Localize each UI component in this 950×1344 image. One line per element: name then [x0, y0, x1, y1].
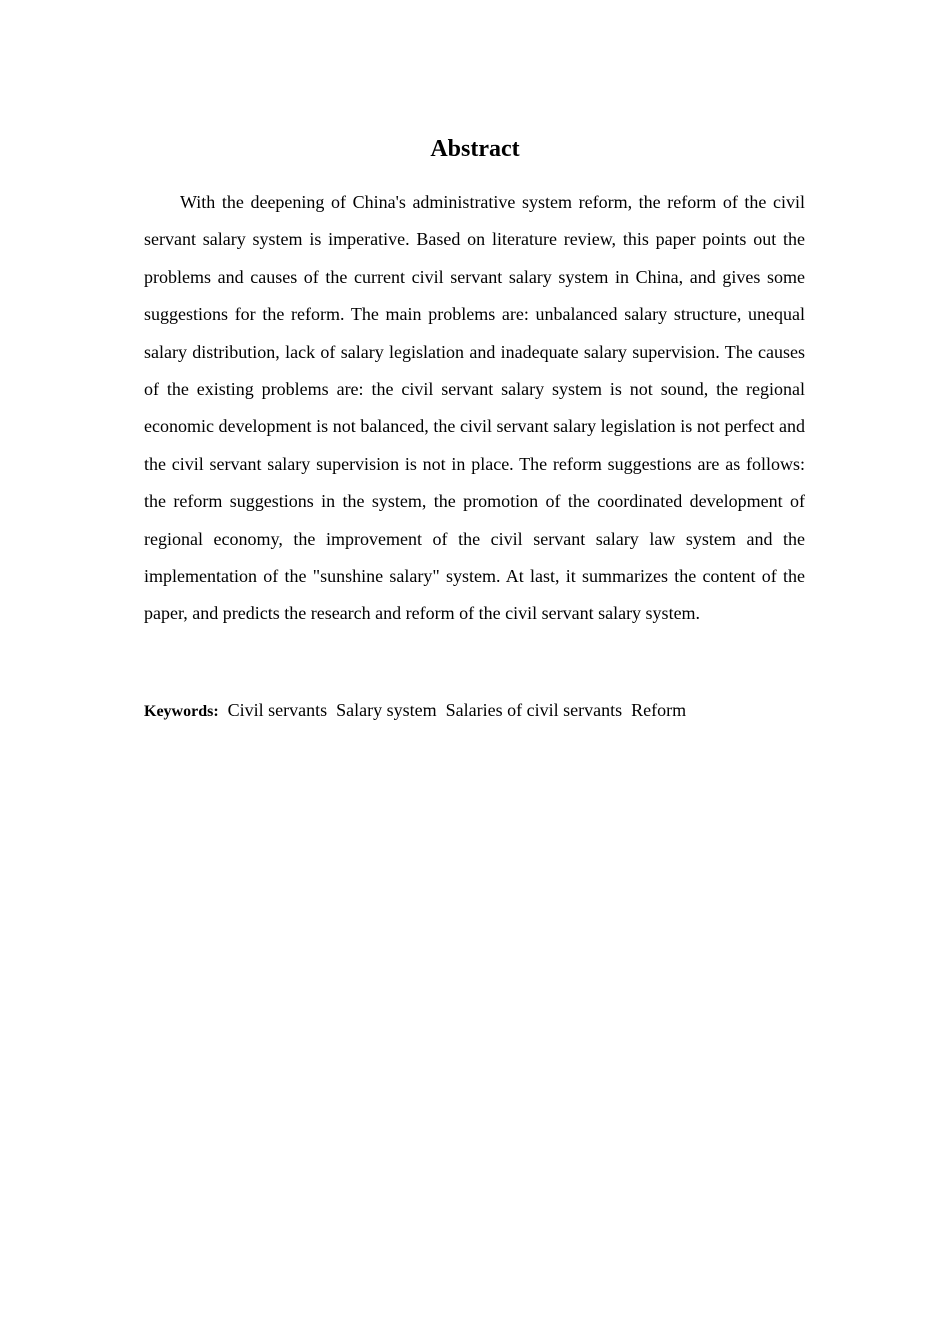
- keywords-label: Keywords:: [144, 703, 219, 720]
- keywords-line: [144, 694, 805, 728]
- keyword-item: Salary system: [336, 700, 437, 720]
- abstract-body: With the deepening of China's administrative system reform, the reform of the civil servant salary system is imperative. Based on literature review, this paper points out the problems and causes of the current civil servant salary system in China, and gives some suggestions for the reform. The main problems are: unbalanced salary structure, unequal salary distribution, lack of salary legislation and inadequate salary supervision. The causes of the existing problems are: the civil servant salary system is not sound, the regional economic development is not balanced, the civil servant salary legislation is not perfect and the civil servant salary supervision is not in place. The reform suggestions are as follows: the reform suggestions in the system, the promotion of the coordinated development of regional economy, the improvement of the civil servant salary law system and the implementation of the "sunshine salary" system. At last, it summarizes the content of the paper, and predicts the research and reform of the civil servant salary system.: [144, 192, 805, 624]
- keyword-item: Salaries of civil servants: [445, 700, 623, 720]
- keyword-item: Civil servants: [227, 700, 328, 720]
- abstract-title: Abstract: [430, 136, 520, 162]
- keyword-item: Reform: [631, 700, 687, 720]
